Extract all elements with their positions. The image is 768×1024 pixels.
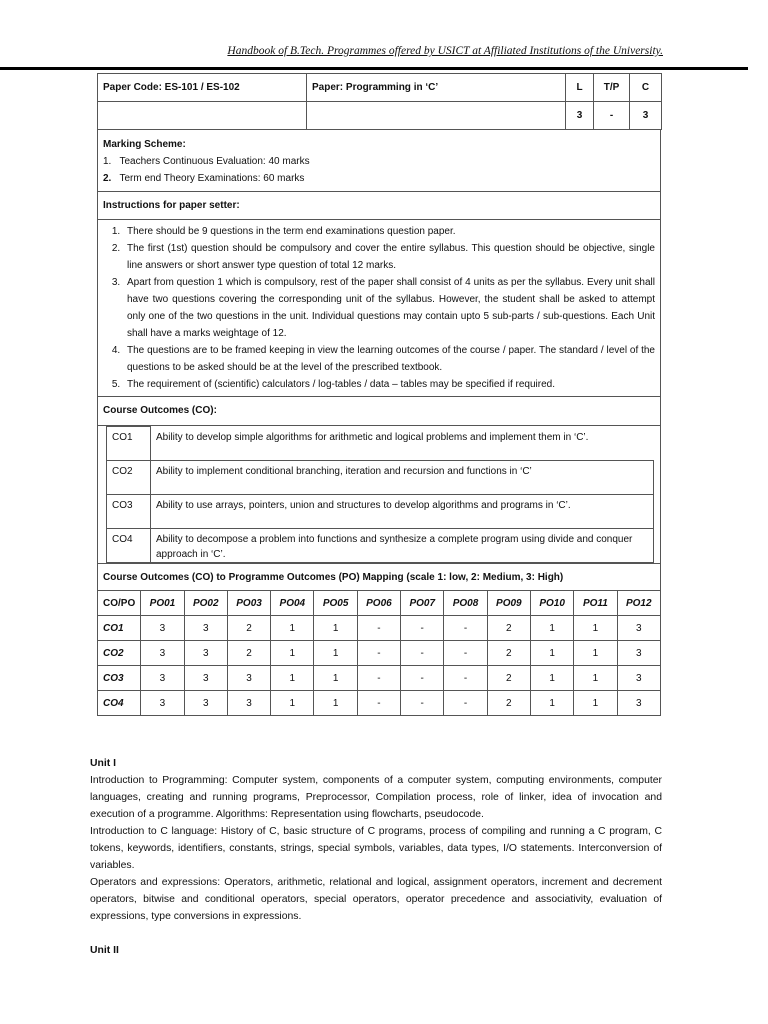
mapping-header: PO10 bbox=[530, 591, 573, 616]
instructions-list bbox=[97, 220, 661, 397]
unit-1-title: Unit I bbox=[90, 758, 116, 769]
mapping-cell: 2 bbox=[227, 641, 270, 666]
mapping-header: PO01 bbox=[141, 591, 184, 616]
mapping-row bbox=[98, 616, 661, 641]
mapping-cell: 2 bbox=[487, 666, 530, 691]
mapping-cell: 1 bbox=[314, 666, 357, 691]
course-outcomes-table bbox=[106, 426, 654, 563]
mapping-cell: 1 bbox=[314, 616, 357, 641]
mapping-cell: 1 bbox=[574, 641, 617, 666]
mapping-cell: 3 bbox=[141, 616, 184, 641]
mapping-cell: - bbox=[401, 666, 444, 691]
mapping-cell: 1 bbox=[271, 641, 314, 666]
mapping-cell: 3 bbox=[184, 691, 227, 716]
marking-title: Marking Scheme: bbox=[103, 139, 186, 150]
c-label: C bbox=[630, 74, 662, 102]
mapping-cell: - bbox=[401, 691, 444, 716]
mapping-header: PO03 bbox=[227, 591, 270, 616]
co-po-mapping-table bbox=[97, 563, 661, 716]
paper-code: Paper Code: ES-101 / ES-102 bbox=[98, 74, 307, 102]
co-row bbox=[107, 529, 654, 563]
co-row bbox=[107, 461, 654, 495]
instruction-item: 2. The first (1st) question should be compulsory and cover the entire syllabus. This question should be objective, single line answers or short answer type question of total 12 marks. bbox=[123, 240, 655, 274]
tp-value: - bbox=[594, 102, 630, 130]
mapping-header: PO08 bbox=[444, 591, 487, 616]
mapping-header: PO06 bbox=[357, 591, 400, 616]
mapping-cell: - bbox=[357, 641, 400, 666]
instruction-item: 3. Apart from question 1 which is compulsory, rest of the paper shall consist of 4 units as per the syllabus. Every unit shall have two questions covering the corresponding unit of the syllabus. However, the student shall be asked to attempt only one of the two questions in the unit. Individual questions may contain upto 5 sub-parts / sub-questions. Each Unit shall have a marks weightage of 12. bbox=[123, 274, 655, 342]
mapping-cell: 3 bbox=[141, 641, 184, 666]
mapping-header: PO11 bbox=[574, 591, 617, 616]
marking-scheme bbox=[97, 130, 661, 192]
mapping-header: PO12 bbox=[617, 591, 660, 616]
co-code: CO2 bbox=[107, 461, 151, 495]
mapping-cell: CO3 bbox=[98, 666, 141, 691]
mapping-cell: 1 bbox=[530, 666, 573, 691]
unit-1-paragraph: Introduction to C language: History of C, basic structure of C programs, process of compiling and running a C program, C tokens, keywords, identifiers, constants, strings, special symbols, variables, data types, I/O statements. Interconversion of variables. bbox=[90, 826, 662, 871]
mapping-cell: 2 bbox=[487, 641, 530, 666]
mapping-cell: 2 bbox=[227, 616, 270, 641]
mapping-cell: 3 bbox=[617, 616, 660, 641]
co-row bbox=[107, 427, 654, 461]
co-text: Ability to use arrays, pointers, union and structures to develop algorithms and programs in ‘C’. bbox=[151, 495, 654, 529]
unit-1-paragraph: Operators and expressions: Operators, arithmetic, relational and logical, assignment operators, increment and decrement operators, bitwise and conditional operators, special operators, operator precedence and associativity, evaluation of expressions, type conversions in expressions. bbox=[90, 877, 662, 922]
mapping-cell: 3 bbox=[184, 616, 227, 641]
l-label: L bbox=[566, 74, 594, 102]
co-row bbox=[107, 495, 654, 529]
marking-item: 1. Teachers Continuous Evaluation: 40 marks bbox=[103, 156, 310, 167]
mapping-cell: 3 bbox=[227, 666, 270, 691]
units-section bbox=[90, 755, 662, 959]
mapping-cell: 2 bbox=[487, 616, 530, 641]
mapping-cell: - bbox=[357, 691, 400, 716]
co-code: CO1 bbox=[107, 427, 151, 461]
mapping-cell: - bbox=[444, 641, 487, 666]
mapping-header: PO09 bbox=[487, 591, 530, 616]
paper-info-table bbox=[97, 73, 662, 130]
mapping-cell: - bbox=[444, 691, 487, 716]
mapping-cell: 3 bbox=[184, 666, 227, 691]
c-value: 3 bbox=[630, 102, 662, 130]
mapping-cell: 1 bbox=[314, 641, 357, 666]
mapping-cell: 3 bbox=[141, 691, 184, 716]
mapping-cell: 3 bbox=[617, 666, 660, 691]
mapping-cell: - bbox=[444, 666, 487, 691]
page-header: Handbook of B.Tech. Programmes offered by USICT at Affiliated Institutions of the University. bbox=[227, 45, 663, 57]
mapping-cell: 1 bbox=[314, 691, 357, 716]
mapping-cell: CO2 bbox=[98, 641, 141, 666]
co-container bbox=[97, 426, 661, 563]
instruction-item: 5. The requirement of (scientific) calculators / log-tables / data – tables may be specified if required. bbox=[123, 376, 655, 393]
mapping-cell: 1 bbox=[271, 666, 314, 691]
tp-label: T/P bbox=[594, 74, 630, 102]
mapping-cell: 1 bbox=[271, 616, 314, 641]
mapping-cell: 3 bbox=[617, 641, 660, 666]
co-code: CO4 bbox=[107, 529, 151, 563]
mapping-cell: - bbox=[401, 616, 444, 641]
mapping-cell: CO1 bbox=[98, 616, 141, 641]
mapping-header-row bbox=[98, 591, 661, 616]
co-code: CO3 bbox=[107, 495, 151, 529]
mapping-cell: 3 bbox=[617, 691, 660, 716]
co-text: Ability to decompose a problem into functions and synthesize a complete program using divide and conquer approach in ‘C’. bbox=[151, 529, 654, 563]
unit-1-paragraph: Introduction to Programming: Computer system, components of a computer system, computing environments, computer languages, creating and running programs, Preprocessor, Compilation process, role of linker, idea of invocation and execution of a programme. Algorithms: Representation using flowcharts, pseudocode. bbox=[90, 775, 662, 820]
mapping-header: PO07 bbox=[401, 591, 444, 616]
mapping-cell: 1 bbox=[530, 691, 573, 716]
mapping-cell: 1 bbox=[271, 691, 314, 716]
mapping-cell: 3 bbox=[141, 666, 184, 691]
l-value: 3 bbox=[566, 102, 594, 130]
mapping-header: CO/PO bbox=[98, 591, 141, 616]
mapping-row bbox=[98, 666, 661, 691]
co-text: Ability to develop simple algorithms for arithmetic and logical problems and implement them in ‘C’. bbox=[156, 431, 589, 443]
mapping-cell: 3 bbox=[227, 691, 270, 716]
mapping-row bbox=[98, 641, 661, 666]
mapping-cell: 2 bbox=[487, 691, 530, 716]
mapping-cell: 3 bbox=[184, 641, 227, 666]
mapping-cell: CO4 bbox=[98, 691, 141, 716]
co-title: Course Outcomes (CO): bbox=[97, 397, 661, 426]
mapping-cell: 1 bbox=[574, 691, 617, 716]
marking-item: 2. Term end Theory Examinations: 60 marks bbox=[103, 173, 305, 184]
mapping-cell: 1 bbox=[574, 616, 617, 641]
header-rule bbox=[0, 67, 748, 70]
mapping-cell: - bbox=[357, 616, 400, 641]
mapping-cell: 1 bbox=[574, 666, 617, 691]
mapping-header: PO05 bbox=[314, 591, 357, 616]
mapping-header: PO04 bbox=[271, 591, 314, 616]
mapping-row bbox=[98, 691, 661, 716]
mapping-cell: 1 bbox=[530, 616, 573, 641]
mapping-header: PO02 bbox=[184, 591, 227, 616]
mapping-cell: - bbox=[401, 641, 444, 666]
mapping-cell: - bbox=[357, 666, 400, 691]
instruction-item: 1. There should be 9 questions in the term end examinations question paper. bbox=[123, 223, 655, 240]
mapping-title: Course Outcomes (CO) to Programme Outcomes (PO) Mapping (scale 1: low, 2: Medium, 3: High) bbox=[98, 564, 661, 591]
instructions-title: Instructions for paper setter: bbox=[97, 192, 661, 220]
paper-name: Paper: Programming in ‘C’ bbox=[307, 74, 566, 102]
unit-2-title: Unit II bbox=[90, 945, 119, 956]
instruction-item: 4. The questions are to be framed keeping in view the learning outcomes of the course / paper. The standard / level of the questions to be asked should be at the level of the prescribed textbook. bbox=[123, 342, 655, 376]
co-text: Ability to implement conditional branching, iteration and recursion and functions in ‘C’ bbox=[151, 461, 654, 495]
syllabus-block bbox=[97, 73, 661, 716]
mapping-cell: - bbox=[444, 616, 487, 641]
mapping-cell: 1 bbox=[530, 641, 573, 666]
